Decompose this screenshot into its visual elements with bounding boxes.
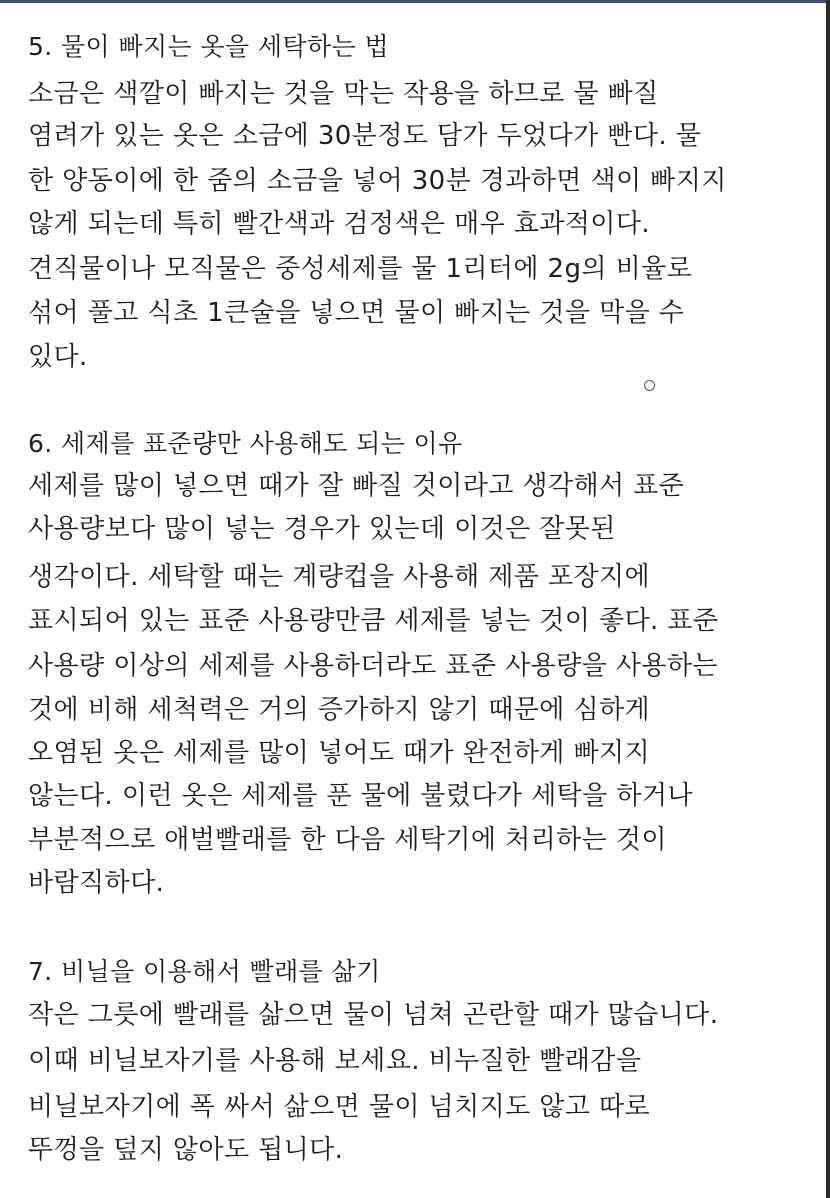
- section-6-line: 오염된 옷은 세제를 많이 넣어도 때가 완전하게 빠지지: [28, 738, 651, 768]
- section-7-line: 뚜껑을 덮지 않아도 됩니다.: [28, 1135, 344, 1165]
- section-5-line: 섞어 풀고 식초 1큰술을 넣으면 물이 빠지는 것을 막을 수: [28, 298, 685, 328]
- small-circle-mark: [644, 380, 655, 391]
- section-6-line: 부분적으로 애벌빨래를 한 다음 세탁기에 처리하는 것이: [28, 825, 667, 855]
- section-6-line: 생각이다. 세탁할 때는 계량컵을 사용해 제품 포장지에: [28, 562, 651, 592]
- section-6-heading: 6. 세제를 표준량만 사용해도 되는 이유: [28, 429, 463, 458]
- section-7-line: 이때 비닐보자기를 사용해 보세요. 비누질한 빨래감을: [28, 1046, 642, 1076]
- section-6-line: 사용량보다 많이 넣는 경우가 있는데 이것은 잘못된: [28, 514, 616, 544]
- section-6-line: 세제를 많이 넣으면 때가 잘 빠질 것이라고 생각해서 표준: [28, 471, 685, 501]
- section-6-line: 것에 비해 세척력은 거의 증가하지 않기 때문에 심하게: [28, 695, 651, 725]
- section-5-line: 소금은 색깔이 빠지는 것을 막는 작용을 하므로 물 빠질: [28, 79, 659, 109]
- right-border: [826, 0, 830, 1198]
- section-5-line: 한 양동이에 한 줌의 소금을 넣어 30분 경과하면 색이 빠지지: [28, 166, 727, 196]
- section-5-line: 염려가 있는 옷은 소금에 30분정도 담가 두었다가 빤다. 물: [28, 121, 702, 151]
- section-5-line: 있다.: [28, 342, 88, 372]
- section-7-line: 비닐보자기에 폭 싸서 삶으면 물이 넘치지도 않고 따로: [28, 1092, 651, 1122]
- section-6-line: 않는다. 이런 옷은 세제를 푼 물에 불렸다가 세탁을 하거나: [28, 781, 693, 811]
- section-5-line: 견직물이나 모직물은 중성세제를 물 1리터에 2g의 비율로: [28, 254, 693, 284]
- section-7-line: 작은 그릇에 빨래를 삶으면 물이 넘쳐 곤란할 때가 많습니다.: [28, 1000, 719, 1030]
- section-5-line: 않게 되는데 특히 빨간색과 검정색은 매우 효과적이다.: [28, 209, 651, 239]
- section-6-line: 사용량 이상의 세제를 사용하더라도 표준 사용량을 사용하는: [28, 651, 718, 681]
- section-7-heading: 7. 비닐을 이용해서 빨래를 삶기: [28, 957, 381, 986]
- section-6-line: 바람직하다.: [28, 868, 165, 898]
- section-5-heading: 5. 물이 빠지는 옷을 세탁하는 법: [28, 32, 389, 61]
- section-6-line: 표시되어 있는 표준 사용량만큼 세제를 넣는 것이 좋다. 표준: [28, 606, 719, 636]
